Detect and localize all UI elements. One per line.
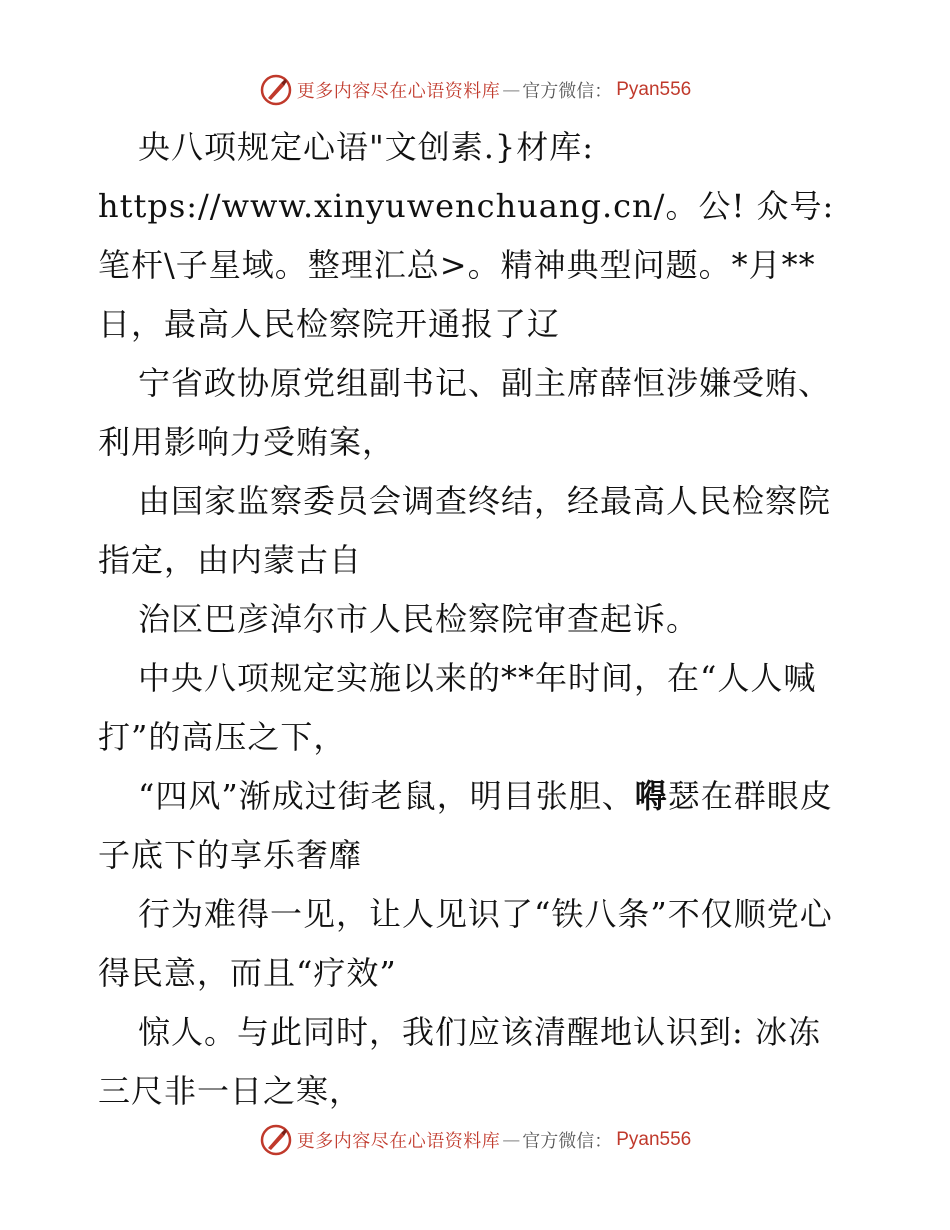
paragraph-6	[98, 767, 853, 885]
banner-title: 更多内容尽在心语资料库	[296, 81, 501, 102]
paragraph-5: 中央八项规定实施以来的**年时间，在“人人喊打”的高压之下，	[98, 659, 817, 756]
special-char: 嘚	[634, 777, 668, 815]
header-watermark	[0, 72, 950, 108]
pen-logo-icon	[259, 73, 293, 107]
pen-logo-icon	[259, 1123, 293, 1157]
footer-watermark	[0, 1122, 950, 1158]
banner-dash: —	[502, 1129, 521, 1151]
paragraph-6-start: “四风”渐成过街老鼠，明目张胆、	[138, 777, 635, 815]
paragraph-7: 行为难得一见，让人见识了“铁八条”不仅顺党心得民意，而且“疗效”	[98, 895, 833, 992]
paragraph-8: 惊人。与此同时，我们应该清醒地认识到: 冰冻三尺非一日之寒，	[98, 1013, 821, 1110]
banner-dash: —	[502, 79, 521, 101]
banner-official-label: 官方微信：	[522, 1131, 613, 1152]
paragraph-6-end: 瑟在群眼皮子底下的享乐奢靡	[98, 777, 833, 874]
paragraph-2: 宁省政协原党组副书记、副主席薛恒涉嫌受贿、利用影响力受贿案，	[98, 364, 832, 461]
document-body	[98, 118, 853, 1121]
banner-title: 更多内容尽在心语资料库	[296, 1131, 501, 1152]
paragraph-3: 由国家监察委员会调查终结，经最高人民检察院指定，由内蒙古自	[98, 482, 832, 579]
banner-wechat-id: Pyan556	[616, 1129, 692, 1150]
banner-official-label: 官方微信：	[522, 81, 613, 102]
paragraph-1: 央八项规定心语"文创素.}材库: https://www.xinyuwenchuang.cn/。公! 众号: 笔杆\子星域。整理汇总>。精神典型问题。*月**日，最高人民检察院开通报了辽	[98, 128, 835, 343]
banner-wechat-id: Pyan556	[616, 79, 692, 100]
paragraph-4: 治区巴彦淖尔市人民检察院审查起诉。	[138, 600, 700, 638]
